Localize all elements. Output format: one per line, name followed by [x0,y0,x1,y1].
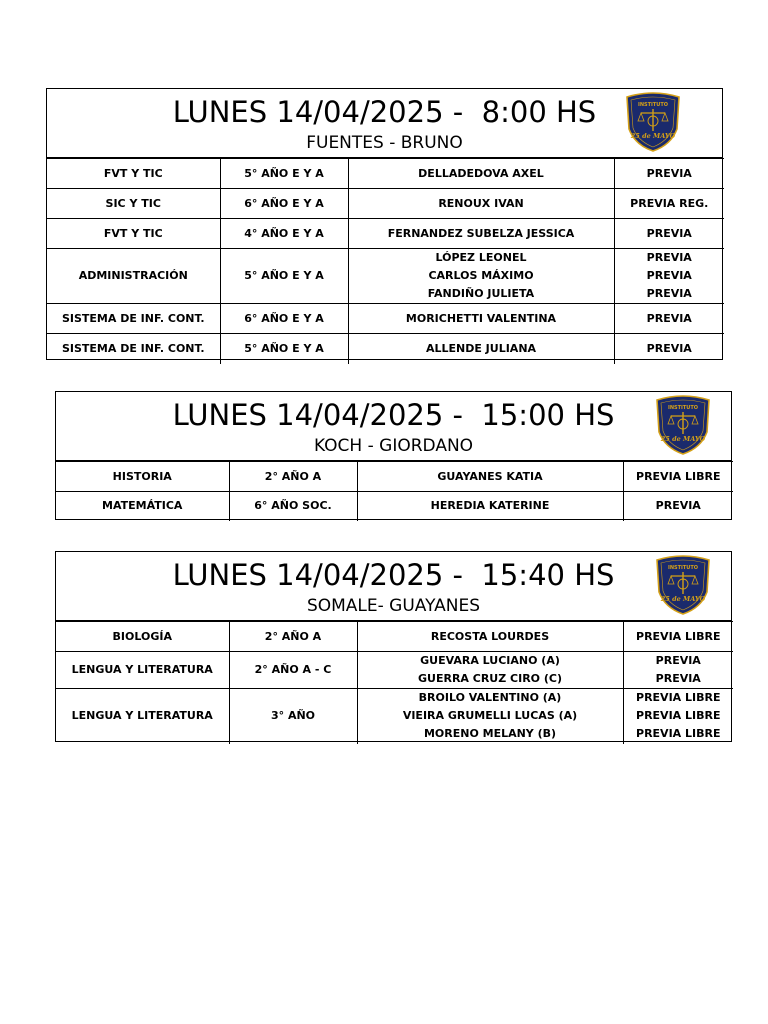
subject-cell: FVT Y TIC [47,159,220,189]
course-cell: 3° AÑO [229,689,357,744]
exam-table [47,158,724,364]
status-cell [614,249,724,304]
student-name: BROILO VALENTINO (A) [418,691,562,705]
course-cell: 2° AÑO A [229,462,357,492]
subject-cell: BIOLOGÍA [56,622,229,652]
student-name: MORENO MELANY (B) [423,727,557,741]
students-cell [348,249,614,304]
svg-text:25 de MAYO: 25 de MAYO [630,132,676,140]
course-cell: 6° AÑO E Y A [220,304,348,334]
status-label: PREVIA [646,311,692,325]
subject-cell: LENGUA Y LITERATURA [56,689,229,744]
status-label: PREVIA LIBRE [636,709,721,723]
student-name: RECOSTA LOURDES [430,629,550,643]
table-row [56,652,733,689]
subject-cell: MATEMÁTICA [56,492,229,521]
table-row [56,492,733,521]
status-cell [623,492,733,521]
table-row [56,462,733,492]
crest-graphic [653,554,713,616]
svg-text:25 de MAYO: 25 de MAYO [660,435,706,443]
subject-cell: HISTORIA [56,462,229,492]
exam-table [56,621,733,744]
svg-text:INSTITUTO: INSTITUTO [637,102,669,108]
table-row [56,689,733,744]
subject-cell: SIC Y TIC [47,189,220,219]
student-name: RENOUX IVAN [438,196,524,210]
student-name: DELLADEDOVA AXEL [418,166,544,180]
status-label: PREVIA [646,287,692,300]
course-cell: 2° AÑO A [229,622,357,652]
subject-cell: FVT Y TIC [47,219,220,249]
table-row [56,622,733,652]
school-crest-icon [623,91,683,153]
status-cell [614,159,724,189]
status-label: PREVIA [646,166,692,180]
course-cell: 5° AÑO E Y A [220,334,348,364]
subject-cell: ADMINISTRACIÓN [47,249,220,304]
status-label: PREVIA [646,341,692,355]
block-header [47,89,722,158]
students-cell [348,334,614,364]
table-row [47,304,724,334]
course-cell: 6° AÑO SOC. [229,492,357,521]
block-title: LUNES 14/04/2025 - 8:00 HS [172,95,597,129]
exam-table [56,461,733,521]
block-teachers: FUENTES - BRUNO [306,133,463,153]
table-row [47,334,724,364]
course-cell: 5° AÑO E Y A [220,249,348,304]
svg-text:INSTITUTO: INSTITUTO [667,565,699,571]
schedule-block-2 [55,391,732,520]
student-name: HEREDIA KATERINE [430,499,550,513]
student-name: FERNANDEZ SUBELZA JESSICA [387,226,575,240]
status-cell [623,462,733,492]
students-cell [357,689,623,744]
students-cell [348,304,614,334]
course-cell: 4° AÑO E Y A [220,219,348,249]
student-name: GUERRA CRUZ CIRO (C) [418,672,562,685]
crest-graphic [623,91,683,153]
students-cell [348,219,614,249]
table-body [56,462,733,521]
course-cell: 5° AÑO E Y A [220,159,348,189]
status-cell [623,622,733,652]
schedule-block-3 [55,551,732,742]
school-crest-icon [653,394,713,456]
students-cell [357,492,623,521]
students-cell [357,462,623,492]
subject-cell: SISTEMA DE INF. CONT. [47,304,220,334]
students-cell [357,652,623,689]
students-cell [348,189,614,219]
status-label: PREVIA [655,499,701,513]
block-header [56,392,731,461]
status-label: PREVIA [646,269,692,282]
status-label: PREVIA LIBRE [636,727,721,741]
status-cell [614,334,724,364]
schedule-block-1 [46,88,723,360]
status-cell [614,189,724,219]
course-cell: 6° AÑO E Y A [220,189,348,219]
status-label: PREVIA [655,672,701,685]
status-label: PREVIA LIBRE [636,691,721,705]
students-cell [348,159,614,189]
table-row [47,159,724,189]
block-teachers: KOCH - GIORDANO [313,436,474,456]
subject-cell: SISTEMA DE INF. CONT. [47,334,220,364]
student-name: FANDIÑO JULIETA [427,287,535,300]
status-cell [614,219,724,249]
table-row [47,219,724,249]
student-name: LÓPEZ LEONEL [435,251,527,264]
student-name: CARLOS MÁXIMO [428,269,534,282]
status-label: PREVIA [646,226,692,240]
svg-text:25 de MAYO: 25 de MAYO [660,595,706,603]
student-name: GUAYANES KATIA [437,469,543,483]
block-header [56,552,731,621]
status-cell [623,689,733,744]
status-cell [623,652,733,689]
status-label: PREVIA REG. [630,196,709,210]
student-name: ALLENDE JULIANA [425,341,537,355]
status-cell [614,304,724,334]
status-label: PREVIA LIBRE [636,469,721,483]
svg-text:INSTITUTO: INSTITUTO [667,405,699,411]
students-cell [357,622,623,652]
block-teachers: SOMALE- GUAYANES [306,596,481,616]
status-label: PREVIA [646,251,692,264]
crest-graphic [653,394,713,456]
school-crest-icon [653,554,713,616]
block-title: LUNES 14/04/2025 - 15:00 HS [172,398,615,432]
table-row [47,189,724,219]
status-label: PREVIA [655,654,701,667]
course-cell: 2° AÑO A - C [229,652,357,689]
status-label: PREVIA LIBRE [636,629,721,643]
student-name: GUEVARA LUCIANO (A) [420,654,560,667]
student-name: MORICHETTI VALENTINA [405,311,557,325]
table-body [56,622,733,744]
block-title: LUNES 14/04/2025 - 15:40 HS [172,558,615,592]
student-name: VIEIRA GRUMELLI LUCAS (A) [402,709,578,723]
subject-cell: LENGUA Y LITERATURA [56,652,229,689]
table-body [47,159,724,364]
table-row [47,249,724,304]
